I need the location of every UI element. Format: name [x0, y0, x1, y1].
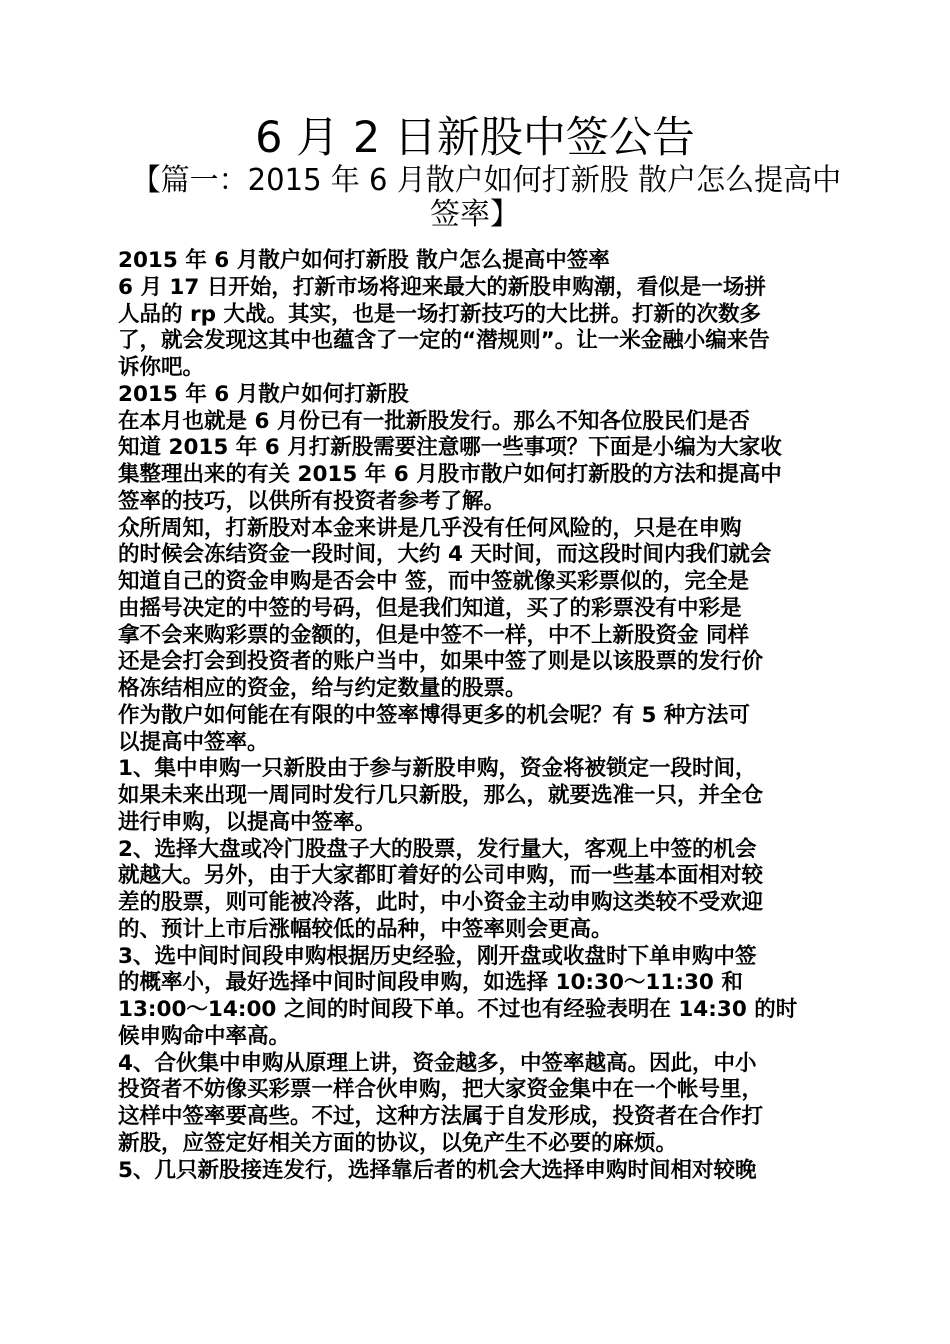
body-line: 5、几只新股接连发行，选择靠后者的机会大选择申购时间相对较晚 — [118, 1157, 757, 1183]
body-line: 候申购命中率高。 — [118, 1023, 291, 1049]
body-line: 知道自己的资金申购是否会中 签，而中签就像买彩票似的，完全是 — [118, 569, 749, 594]
body-line: 2015 年 6 月散户如何打新股 散户怎么提高中签率 — [118, 248, 610, 273]
body-line: 的概率小，最好选择中间时间段申购，如选择 10:30～11:30 和 — [118, 970, 743, 996]
document-subtitle — [120, 163, 842, 232]
body-line: 4、合伙集中申购从原理上讲，资金越多，中签率越高。因此，中小 — [118, 1050, 757, 1076]
body-line: 以提高中签率。 — [118, 729, 269, 755]
subtitle-line: 签率】 — [430, 197, 520, 232]
body-line: 2、选择大盘或冷门股盘子大的股票，发行量大，客观上中签的机会 — [118, 836, 757, 862]
body-line: 6 月 17 日开始，打新市场将迎来最大的新股申购潮，看似是一场拼 — [118, 274, 766, 300]
body-line: 2015 年 6 月散户如何打新股 — [118, 381, 409, 407]
body-line: 由摇号决定的中签的号码，但是我们知道，买了的彩票没有中彩是 — [118, 595, 742, 621]
body-line: 13:00～14:00 之间的时间段下单。不过也有经验表明在 14:30 的时 — [118, 997, 798, 1022]
body-line: 人品的 rp 大战。其实，也是一场打新技巧的大比拼。打新的次数多 — [118, 301, 761, 327]
body-line: 的时候会冻结资金一段时间，大约 4 天时间，而这段时间内我们就会 — [118, 542, 772, 568]
body-line: 拿不会来购彩票的金额的，但是中签不一样，中不上新股资金 同样 — [118, 622, 749, 648]
body-line: 作为散户如何能在有限的中签率博得更多的机会呢？有 5 种方法可 — [118, 702, 750, 728]
body-line: 的、预计上市后涨幅较低的品种，中签率则会更高。 — [118, 916, 613, 942]
subtitle-line: 【篇一：2015 年 6 月散户如何打新股 散户怎么提高中 — [131, 163, 842, 198]
body-line: 了，就会发现这其中也蕴含了一定的“潜规则”。让一米金融小编来告 — [118, 328, 770, 354]
body-line: 知道 2015 年 6 月打新股需要注意哪一些事项？下面是小编为大家收 — [118, 435, 782, 461]
body-line: 差的股票，则可能被冷落，此时，中小资金主动申购这类较不受欢迎 — [118, 890, 764, 915]
body-line: 如果未来出现一周同时发行几只新股，那么，就要选准一只，并全仓 — [118, 783, 764, 808]
body-line: 还是会打会到投资者的账户当中，如果中签了则是以该股票的发行价 — [118, 649, 764, 675]
body-line: 1、集中申购一只新股由于参与新股申购，资金将被锁定一段时间， — [118, 756, 757, 782]
body-line: 诉你吧。 — [118, 355, 205, 380]
body-line: 这样中签率要高些。不过，这种方法属于自发形成，投资者在合作打 — [118, 1104, 764, 1129]
body-line: 众所周知，打新股对本金来讲是几乎没有任何风险的，只是在申购 — [118, 515, 742, 541]
body-line: 签率的技巧，以供所有投资者参考了解。 — [118, 488, 506, 514]
body-line: 投资者不妨像买彩票一样合伙申购，把大家资金集中在一个帐号里， — [118, 1077, 764, 1103]
body-line: 集整理出来的有关 2015 年 6 月股市散户如何打新股的方法和提高中 — [118, 462, 782, 487]
body-line: 格冻结相应的资金，给与约定数量的股票。 — [118, 676, 527, 701]
body-line: 在本月也就是 6 月份已有一批新股发行。那么不知各位股民们是否 — [118, 408, 750, 434]
body-line: 新股，应签定好相关方面的协议，以免产生不必要的麻烦。 — [118, 1130, 678, 1156]
document-body — [118, 248, 834, 1184]
document-title: 6 月 2 日新股中签公告 — [255, 113, 695, 163]
body-line: 就越大。另外，由于大家都盯着好的公司申购，而一些基本面相对较 — [118, 863, 764, 889]
body-line: 进行申购，以提高中签率。 — [118, 809, 377, 835]
body-line: 3、选中间时间段申购根据历史经验，刚开盘或收盘时下单申购中签 — [118, 943, 757, 969]
